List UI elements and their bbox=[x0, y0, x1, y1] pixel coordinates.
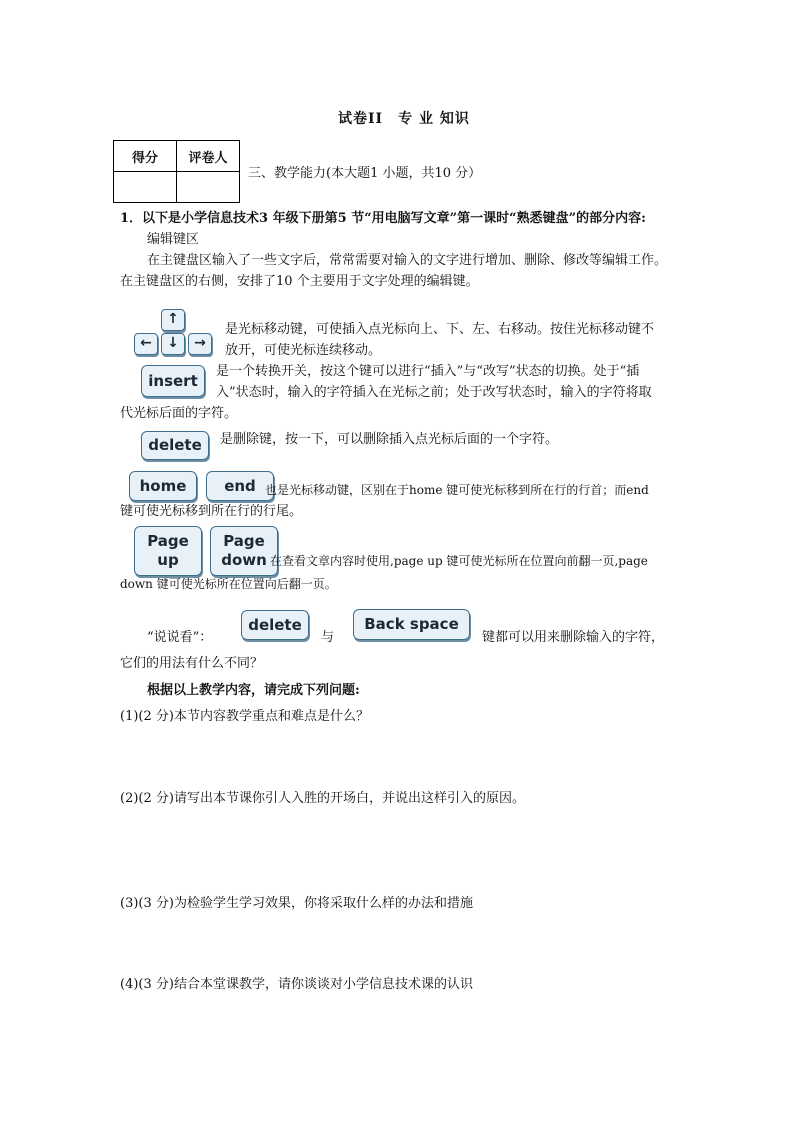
insert-description: 入”状态时，输入的字符插入在光标之前；处于改写状态时，输入的字符将取 bbox=[216, 385, 652, 400]
arrow-down-key: ↓ bbox=[161, 333, 185, 355]
instruction: 根据以上教学内容，请完成下列问题: bbox=[147, 683, 360, 698]
arrow-right-key: → bbox=[188, 333, 212, 355]
page-down-key bbox=[210, 526, 278, 576]
subheading: 编辑键区 bbox=[147, 232, 200, 247]
sayit-delete-key: delete bbox=[241, 610, 309, 640]
section-title: 三、教学能力(本大题1 小题，共10 分） bbox=[248, 166, 482, 181]
sayit-label: “说说看”： bbox=[147, 630, 213, 645]
sub-question-4: (4)(3 分)结合本堂课教学，请你谈谈对小学信息技术课的认识 bbox=[120, 977, 473, 992]
exam-title: 试卷II 专 业 知识 bbox=[338, 111, 470, 127]
paragraph-line: 在主键盘区输入了一些文字后，常常需要对输入的文字进行增加、删除、修改等编辑工作。 bbox=[147, 253, 668, 268]
sub-question-1: (1)(2 分)本节内容教学重点和难点是什么？ bbox=[120, 709, 369, 724]
insert-description: 代光标后面的字符。 bbox=[120, 406, 238, 421]
score-cell bbox=[114, 172, 177, 203]
grader-label: 评卷人 bbox=[177, 141, 240, 172]
sayit-description: 键都可以用来删除输入的字符， bbox=[482, 630, 665, 645]
score-table bbox=[113, 140, 240, 203]
page-description: down 键可使光标所在位置向后翻一页。 bbox=[120, 577, 337, 591]
insert-key: insert bbox=[141, 365, 205, 397]
homeend-description: 键可使光标移到所在行的行尾。 bbox=[120, 504, 303, 519]
arrow-left-key: ← bbox=[134, 333, 158, 355]
page-description: 在查看文章内容时使用,page up 键可使光标所在位置向前翻一页,page bbox=[270, 554, 648, 568]
delete-description: 是删除键，按一下，可以删除插入点光标后面的一个字符。 bbox=[220, 432, 559, 447]
sub-question-2: (2)(2 分)请写出本节课你引人入胜的开场白，并说出这样引入的原因。 bbox=[120, 791, 525, 806]
question-intro: 1．以下是小学信息技术3 年级下册第5 节“用电脑写文章”第一课时“熟悉键盘”的部分内容: bbox=[120, 211, 646, 226]
page-down-key-line1: Page bbox=[223, 532, 265, 551]
page-up-key-line1: Page bbox=[147, 532, 189, 551]
arrow-up-key: ↑ bbox=[161, 309, 185, 331]
page-up-key bbox=[134, 526, 202, 576]
grader-cell bbox=[177, 172, 240, 203]
backspace-key: Back space bbox=[353, 609, 470, 640]
end-key: end bbox=[206, 471, 274, 501]
score-label: 得分 bbox=[114, 141, 177, 172]
delete-key: delete bbox=[141, 431, 209, 460]
sub-question-3: (3)(3 分)为检验学生学习效果，你将采取什么样的办法和措施 bbox=[120, 896, 473, 911]
page-down-key-line2: down bbox=[221, 551, 267, 569]
arrow-description: 放开，可使光标连续移动。 bbox=[225, 343, 382, 358]
home-key: home bbox=[129, 471, 197, 501]
insert-description: 是一个转换开关，按这个键可以进行“插入”与“改写”状态的切换。处于“插 bbox=[216, 364, 640, 379]
page-up-key-line2: up bbox=[157, 551, 179, 569]
paragraph-line: 在主键盘区的右侧，安排了10 个主要用于文字处理的编辑键。 bbox=[120, 274, 479, 289]
sayit-description: 它们的用法有什么不同？ bbox=[120, 656, 264, 671]
homeend-description: 也是光标移动键，区别在于home 键可使光标移到所在行的行首；而end bbox=[265, 483, 649, 497]
arrow-description: 是光标移动键，可使插入点光标向上、下、左、右移动。按住光标移动键不 bbox=[225, 322, 655, 337]
sayit-and: 与 bbox=[321, 630, 335, 645]
